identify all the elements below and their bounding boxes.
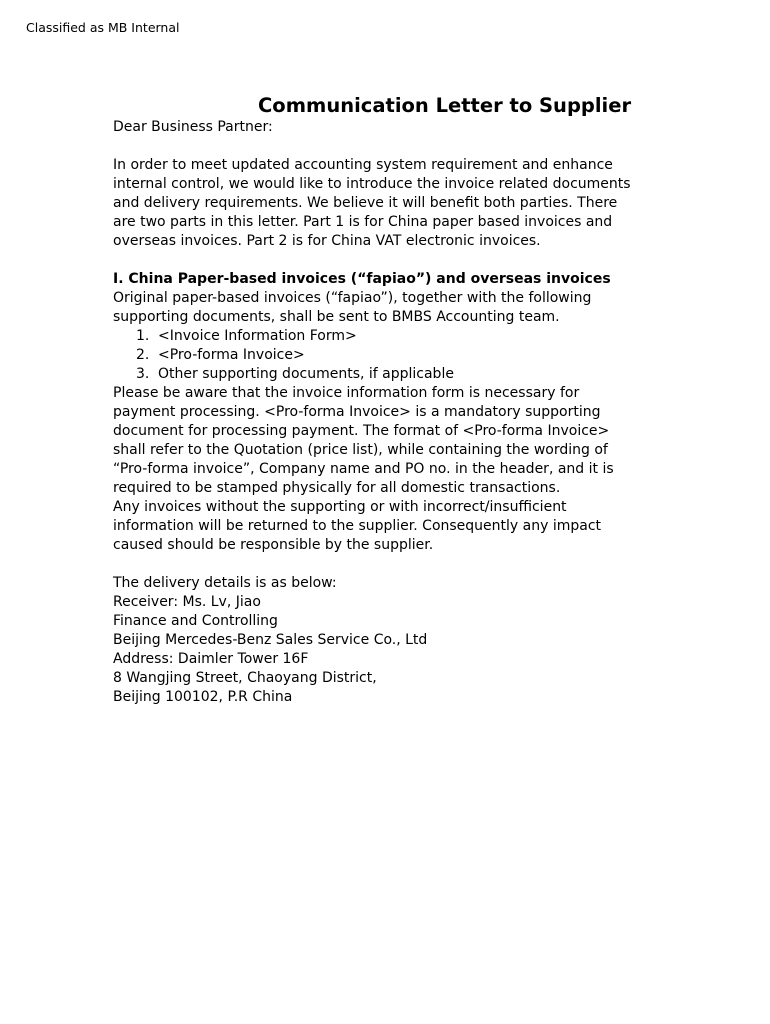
required-documents-list bbox=[113, 327, 673, 384]
delivery-receiver: Receiver: Ms. Lv, Jiao bbox=[113, 594, 261, 610]
intro-line: overseas invoices. Part 2 is for China VAT electronic invoices. bbox=[113, 233, 541, 249]
delivery-company: Beijing Mercedes-Benz Sales Service Co., Ltd bbox=[113, 632, 428, 648]
section-body bbox=[113, 384, 673, 555]
intro-paragraph bbox=[113, 156, 673, 251]
section-body-line: payment processing. <Pro-forma Invoice> is a mandatory supporting bbox=[113, 404, 601, 420]
list-item bbox=[136, 327, 673, 346]
list-item-text: <Invoice Information Form> bbox=[158, 328, 357, 344]
section-body-line: Please be aware that the invoice information form is necessary for bbox=[113, 385, 580, 401]
list-item-text: Other supporting documents, if applicable bbox=[158, 366, 454, 382]
section-body-line: information will be returned to the supplier. Consequently any impact bbox=[113, 518, 602, 534]
section-body-line: document for processing payment. The format of <Pro-forma Invoice> bbox=[113, 423, 610, 439]
list-number: 2. bbox=[136, 347, 150, 363]
page-title: Communication Letter to Supplier bbox=[258, 94, 632, 117]
letter-body bbox=[113, 93, 673, 707]
delivery-intro: The delivery details is as below: bbox=[113, 575, 337, 591]
section-body-line: shall refer to the Quotation (price list), while containing the wording of bbox=[113, 442, 608, 458]
intro-line: internal control, we would like to introduce the invoice related documents bbox=[113, 176, 631, 192]
intro-line: In order to meet updated accounting system requirement and enhance bbox=[113, 157, 613, 173]
section-lead-line: Original paper-based invoices (“fapiao”), together with the following bbox=[113, 290, 592, 306]
list-item bbox=[136, 365, 673, 384]
intro-line: and delivery requirements. We believe it will benefit both parties. There bbox=[113, 195, 618, 211]
delivery-details bbox=[113, 574, 673, 707]
delivery-department: Finance and Controlling bbox=[113, 613, 278, 629]
spacer bbox=[113, 555, 673, 574]
section-body-line: caused should be responsible by the supplier. bbox=[113, 537, 434, 553]
spacer bbox=[113, 137, 673, 156]
spacer bbox=[113, 251, 673, 270]
list-number: 3. bbox=[136, 366, 150, 382]
list-number: 1. bbox=[136, 328, 150, 344]
section-body-line: Any invoices without the supporting or with incorrect/insufficient bbox=[113, 499, 567, 515]
section-lead-line: supporting documents, shall be sent to BMBS Accounting team. bbox=[113, 309, 560, 325]
section-heading: I. China Paper-based invoices (“fapiao”) and overseas invoices bbox=[113, 271, 611, 287]
list-item bbox=[136, 346, 673, 365]
list-item-text: <Pro-forma Invoice> bbox=[158, 347, 305, 363]
section-lead bbox=[113, 289, 673, 327]
delivery-address-line: Address: Daimler Tower 16F bbox=[113, 651, 309, 667]
section-body-line: required to be stamped physically for all domestic transactions. bbox=[113, 480, 561, 496]
salutation: Dear Business Partner: bbox=[113, 119, 273, 135]
classification-label: Classified as MB Internal bbox=[26, 20, 180, 35]
section-body-line: “Pro-forma invoice”, Company name and PO no. in the header, and it is bbox=[113, 461, 614, 477]
delivery-address-line: Beijing 100102, P.R China bbox=[113, 689, 293, 705]
intro-line: are two parts in this letter. Part 1 is for China paper based invoices and bbox=[113, 214, 613, 230]
delivery-address-line: 8 Wangjing Street, Chaoyang District, bbox=[113, 670, 377, 686]
